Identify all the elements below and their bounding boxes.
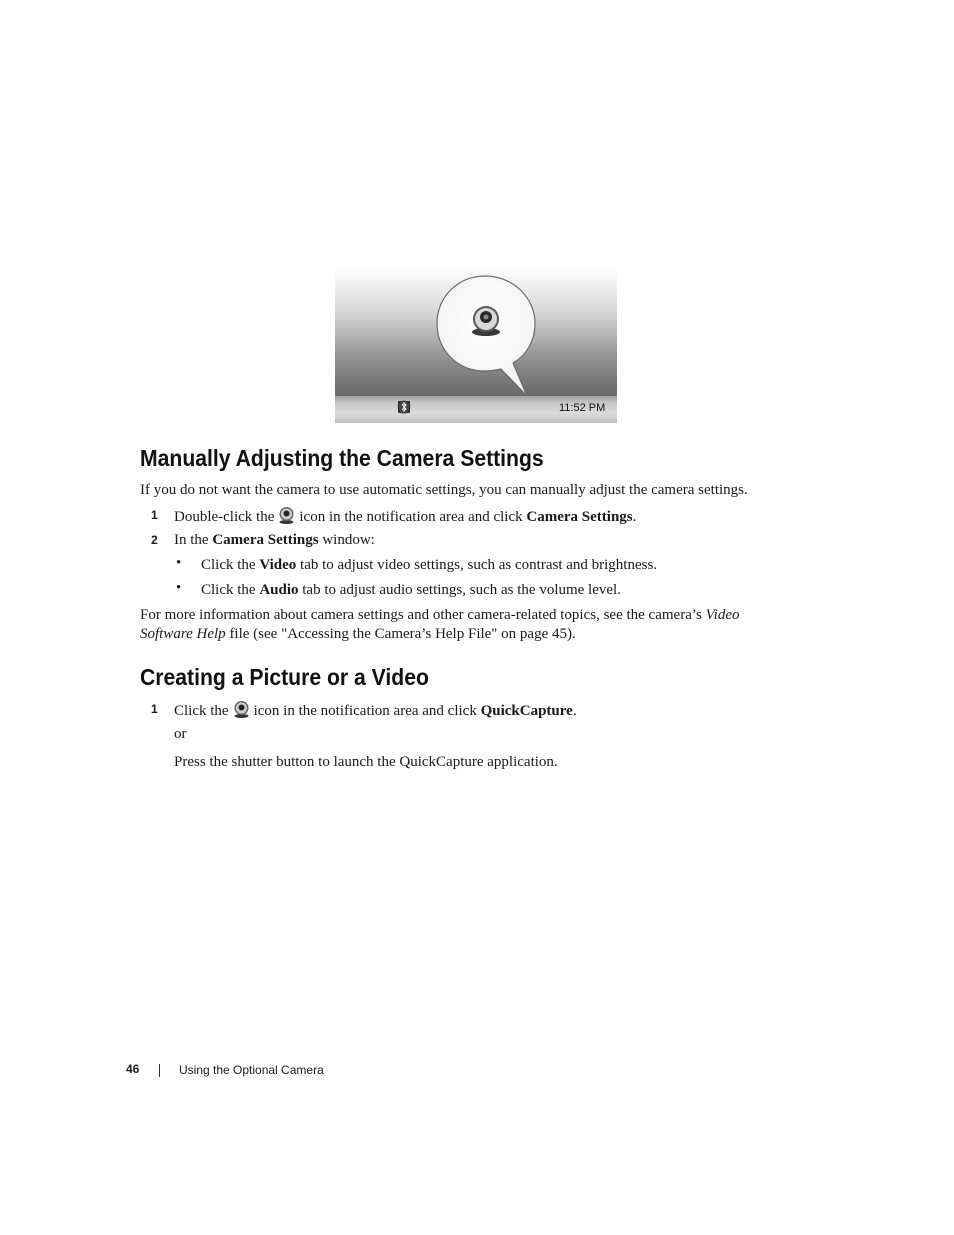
bullet-marker: • [176, 580, 182, 596]
section-heading: Creating a Picture or a Video [140, 664, 429, 690]
footer-divider [159, 1064, 160, 1077]
alternative-step: Press the shutter button to launch the QuickCapture application. [174, 754, 558, 770]
more-info-paragraph-cont: Software Help file (see "Accessing the Camera’s Help File" on page 45). [140, 626, 576, 642]
step-number: 1 [151, 702, 158, 716]
step-number: 1 [151, 508, 158, 522]
step-text: In the Camera Settings window: [174, 532, 375, 548]
or-text: or [174, 726, 187, 742]
step-text: Click the icon in the notification area and click QuickCapture. [174, 700, 577, 721]
notification-area-figure [335, 268, 617, 423]
step-text: Double-click the icon in the notification area and click Camera Settings. [174, 506, 636, 527]
bullet-item: Click the Video tab to adjust video settings, such as contrast and brightness. [201, 557, 658, 573]
camera-icon [278, 506, 295, 525]
bullet-item: Click the Audio tab to adjust audio settings, such as the volume level. [201, 582, 621, 598]
taskbar [335, 395, 617, 423]
step-number: 2 [151, 533, 158, 547]
bullet-marker: • [176, 555, 182, 571]
page-number: 46 [126, 1062, 140, 1076]
intro-paragraph: If you do not want the camera to use automatic settings, you can manually adjust the camera settings. [140, 482, 748, 498]
camera-icon [233, 700, 250, 719]
clock[interactable]: 11:52 PM [559, 402, 606, 414]
bluetooth-icon[interactable] [397, 400, 411, 414]
footer-title: Using the Optional Camera [179, 1063, 324, 1077]
section-heading: Manually Adjusting the Camera Settings [140, 445, 544, 471]
more-info-paragraph: For more information about camera settings and other camera-related topics, see the camera’s Video [140, 607, 740, 623]
camera-icon [472, 306, 500, 336]
